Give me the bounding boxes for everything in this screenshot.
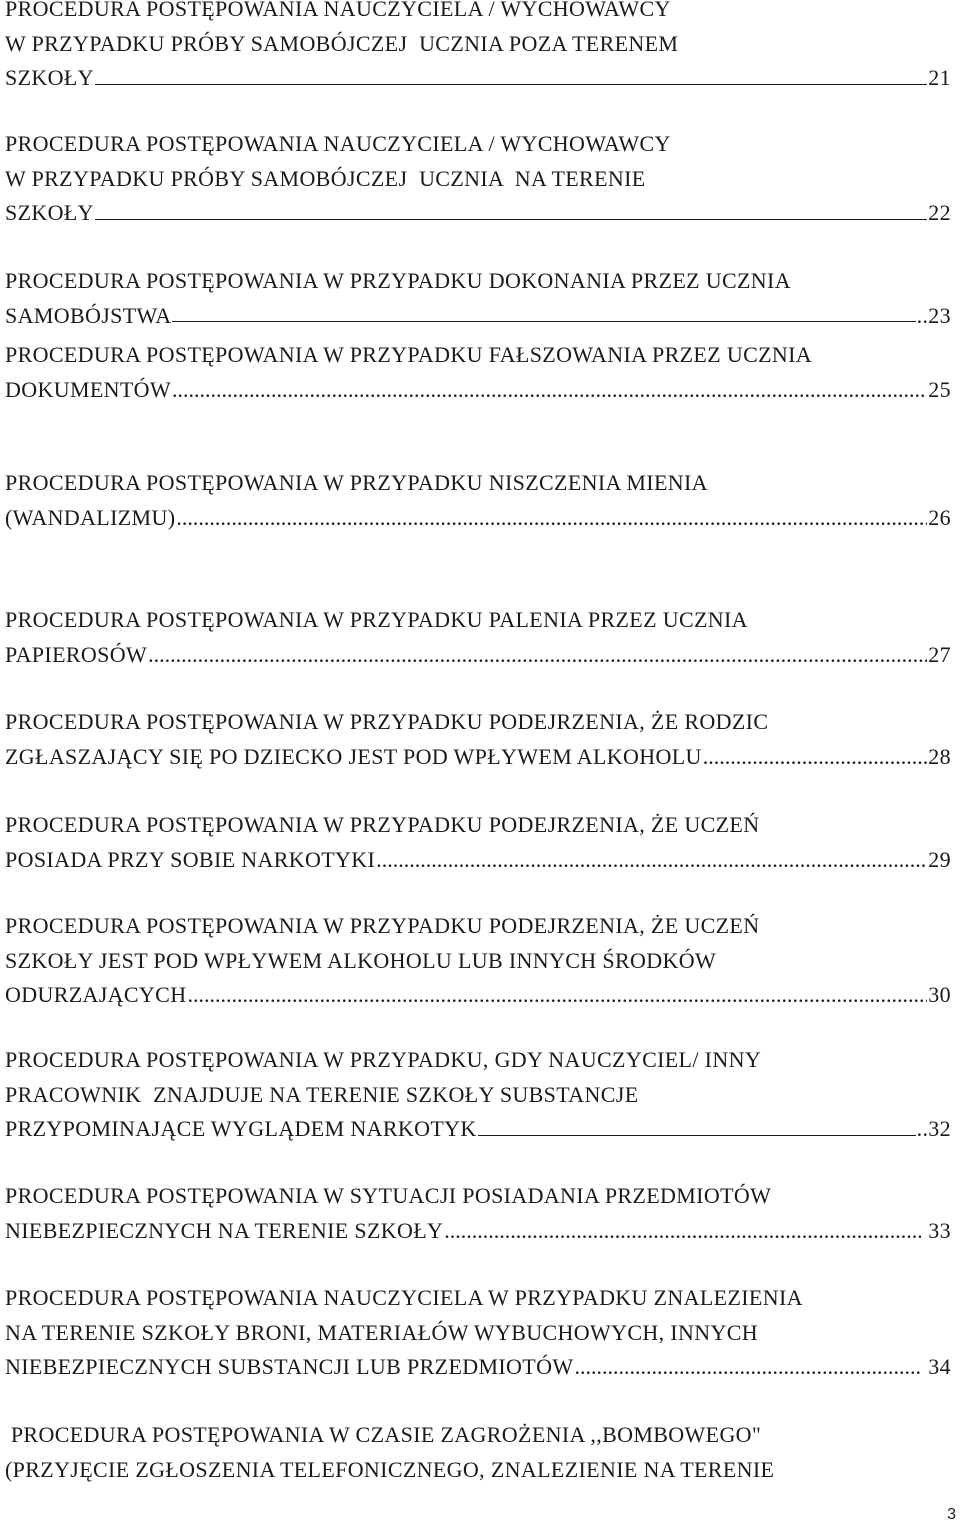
- toc-entry[interactable]: [5, 603, 951, 672]
- toc-entry-title-line: [5, 0, 951, 27]
- toc-page-number: 27: [928, 641, 951, 667]
- toc-entry-text: PROCEDURA POSTĘPOWANIA NAUCZYCIELA W PRZYPADKU ZNALEZIENIA: [5, 1285, 803, 1310]
- toc-entry-title-line: [5, 705, 951, 740]
- toc-entry-text: NA TERENIE SZKOŁY BRONI, MATERIAŁÓW WYBUCHOWYCH, INNYCH: [5, 1319, 758, 1345]
- toc-entry-text: SZKOŁY: [5, 200, 94, 225]
- toc-page-number: 34: [922, 1354, 951, 1379]
- toc-entry-title-line: [5, 338, 951, 373]
- toc-entry-title-line: [5, 1078, 951, 1113]
- toc-entry-title-line: [5, 1179, 951, 1214]
- toc-entry[interactable]: [5, 338, 951, 407]
- toc-entry-text: NIEBEZPIECZNYCH NA TERENIE SZKOŁY: [5, 1217, 444, 1243]
- toc-entry-text: PROCEDURA POSTĘPOWANIA W PRZYPADKU NISZCZENIA MIENIA: [5, 470, 708, 495]
- toc-entry-text: DOKUMENTÓW: [5, 376, 172, 402]
- toc-entry-text: W PRZYPADKU PRÓBY SAMOBÓJCZEJ UCZNIA NA TERENIE: [5, 165, 646, 191]
- toc-entry-title-line: [5, 162, 951, 197]
- toc-entry[interactable]: [5, 909, 951, 1013]
- toc-page-number: 33: [922, 1217, 951, 1243]
- toc-entry-title-line: [5, 127, 951, 162]
- toc-entry-text: PROCEDURA POSTĘPOWANIA W PRZYPADKU PODEJRZENIA, ŻE RODZIC: [5, 709, 769, 734]
- toc-entry-text: (PRZYJĘCIE ZGŁOSZENIA TELEFONICZNEGO, ZNALEZIENIE NA TERENIE: [5, 1456, 775, 1482]
- toc-entry[interactable]: [5, 808, 951, 877]
- toc-entry-text: SZKOŁY JEST POD WPŁYWEM ALKOHOLU LUB INNYCH ŚRODKÓW: [5, 947, 717, 973]
- toc-leader: [187, 978, 927, 1013]
- toc-entry-title-line: [5, 1453, 951, 1488]
- toc-leader: [376, 843, 927, 878]
- toc-entry-last-line: [5, 978, 951, 1013]
- toc-entry[interactable]: [5, 127, 951, 231]
- toc-entry-text: PROCEDURA POSTĘPOWANIA W CZASIE ZAGROŻENIA ,,BOMBOWEGO": [5, 1422, 762, 1447]
- toc-entry-title-line: [5, 944, 951, 979]
- toc-entry[interactable]: [5, 1179, 951, 1248]
- toc-entry-text: SZKOŁY: [5, 65, 94, 90]
- toc-entry-text: PROCEDURA POSTĘPOWANIA NAUCZYCIELA / WYCHOWAWCY: [5, 0, 671, 21]
- toc-entry-text: PRZYPOMINAJĄCE WYGLĄDEM NARKOTYK: [5, 1116, 477, 1141]
- toc-page-number: 29: [928, 846, 951, 872]
- toc-entry-last-line: [5, 61, 951, 96]
- toc-leader: [444, 1214, 921, 1249]
- toc-entry-title-line: [5, 1281, 951, 1316]
- toc-entry[interactable]: [5, 0, 951, 96]
- toc-entry[interactable]: [5, 1281, 951, 1385]
- toc-page-number: 26: [928, 504, 951, 530]
- toc-entry-title-line: [5, 1418, 951, 1453]
- toc-entry-text: PROCEDURA POSTĘPOWANIA W PRZYPADKU DOKONANIA PRZEZ UCZNIA: [5, 268, 791, 293]
- toc-entry[interactable]: [5, 1418, 951, 1487]
- toc-entry-last-line: [5, 1112, 951, 1147]
- toc-leader: [703, 740, 928, 775]
- toc-leader: [148, 638, 927, 673]
- toc-entry-title-line: [5, 264, 951, 299]
- toc-entry-last-line: [5, 638, 951, 673]
- toc-entry-title-line: [5, 603, 951, 638]
- toc-entry-text: ZGŁASZAJĄCY SIĘ PO DZIECKO JEST POD WPŁYWEM ALKOHOLU: [5, 743, 702, 769]
- toc-entry-text: POSIADA PRZY SOBIE NARKOTYKI: [5, 846, 376, 872]
- toc-entry-text: PROCEDURA POSTĘPOWANIA W PRZYPADKU FAŁSZOWANIA PRZEZ UCZNIA: [5, 342, 813, 367]
- toc-entry-last-line: [5, 740, 951, 775]
- toc-entry-text: PAPIEROSÓW: [5, 641, 148, 667]
- toc-leader: [95, 218, 927, 220]
- toc-entry-text: PROCEDURA POSTĘPOWANIA W PRZYPADKU PODEJRZENIA, ŻE UCZEŃ: [5, 812, 760, 837]
- toc-leader: [95, 83, 927, 85]
- toc-entry[interactable]: [5, 1043, 951, 1147]
- toc-entry-last-line: [5, 373, 951, 408]
- toc-entry-text: PRACOWNIK ZNAJDUJE NA TERENIE SZKOŁY SUBSTANCJE: [5, 1081, 639, 1107]
- toc-entry-last-line: [5, 1214, 951, 1249]
- toc-page-number: 30: [928, 982, 951, 1007]
- toc-entry-last-line: [5, 501, 951, 536]
- toc-entry-title-line: [5, 808, 951, 843]
- toc-page-number: 28: [928, 743, 951, 769]
- toc-leader: [172, 320, 915, 322]
- toc-entry-text: (WANDALIZMU): [5, 504, 176, 530]
- toc-entry[interactable]: [5, 466, 951, 535]
- toc-entry-text: W PRZYPADKU PRÓBY SAMOBÓJCZEJ UCZNIA POZA TERENEM: [5, 30, 679, 56]
- toc-entry-last-line: [5, 1350, 951, 1385]
- toc-entry-title-line: [5, 1316, 951, 1351]
- toc-entry-text: PROCEDURA POSTĘPOWANIA W SYTUACJI POSIADANIA PRZEDMIOTÓW: [5, 1183, 772, 1208]
- toc-entry-text: PROCEDURA POSTĘPOWANIA W PRZYPADKU PODEJRZENIA, ŻE UCZEŃ: [5, 913, 760, 938]
- toc-page-number: 25: [928, 376, 951, 402]
- toc-entry-text: PROCEDURA POSTĘPOWANIA NAUCZYCIELA / WYCHOWAWCY: [5, 131, 671, 156]
- toc-entry-text: SAMOBÓJSTWA: [5, 302, 172, 328]
- toc-entry-text: NIEBEZPIECZNYCH SUBSTANCJI LUB PRZEDMIOTÓW: [5, 1354, 574, 1379]
- toc-entry-text: PROCEDURA POSTĘPOWANIA W PRZYPADKU, GDY NAUCZYCIEL/ INNY: [5, 1047, 762, 1072]
- toc-entry-title-line: [5, 1043, 951, 1078]
- toc-leader: [574, 1350, 921, 1385]
- toc-leader: [478, 1134, 916, 1136]
- toc-page-number: ..23: [916, 302, 951, 328]
- toc-page-number: 21: [928, 65, 951, 90]
- toc-entry-last-line: [5, 196, 951, 231]
- toc-page-number: 22: [928, 200, 951, 225]
- toc-entry-last-line: [5, 299, 951, 334]
- toc-entry-text: ODURZAJĄCYCH: [5, 982, 187, 1007]
- toc-entry-text: PROCEDURA POSTĘPOWANIA W PRZYPADKU PALENIA PRZEZ UCZNIA: [5, 607, 748, 632]
- toc-entry-last-line: [5, 843, 951, 878]
- page-number: 3: [947, 1506, 956, 1523]
- toc-leader: [176, 501, 927, 536]
- toc-entry[interactable]: [5, 264, 951, 333]
- toc-page-number: ..32: [916, 1116, 951, 1141]
- toc-leader: [172, 373, 927, 408]
- toc-entry[interactable]: [5, 705, 951, 774]
- toc-entry-title-line: [5, 27, 951, 62]
- toc-entry-title-line: [5, 909, 951, 944]
- toc-entry-title-line: [5, 466, 951, 501]
